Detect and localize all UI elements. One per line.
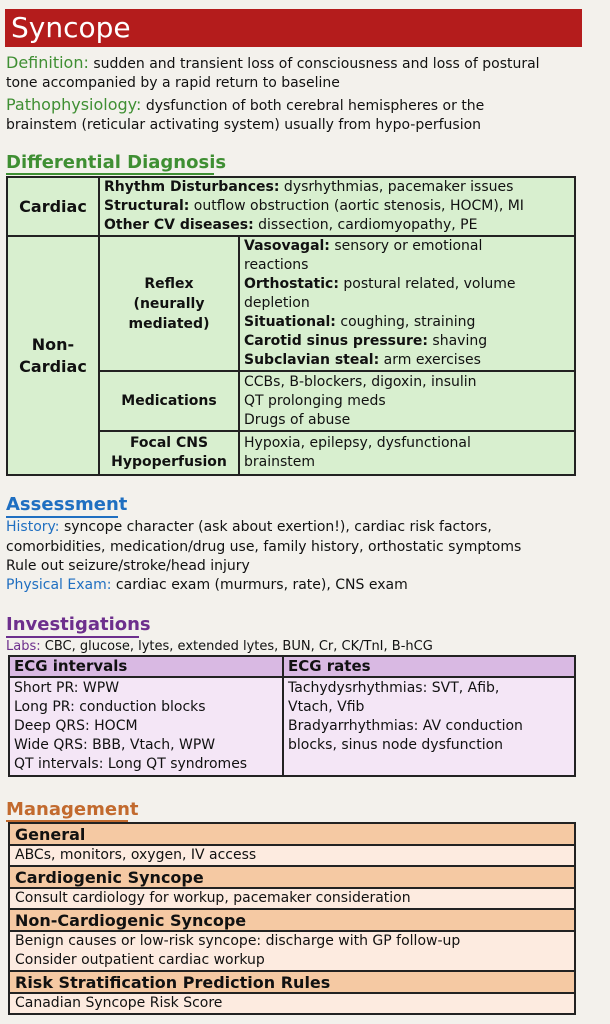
pathophysiology-line-1 [6, 95, 484, 116]
investigations-heading: Investigations [6, 614, 151, 635]
ecg-rates-list [283, 677, 575, 776]
title-banner [5, 9, 582, 47]
ecg-rates-header: ECG rates [283, 656, 575, 677]
management-section-body: Consult cardiology for workup, pacemaker consideration [9, 888, 575, 909]
pathophysiology-label: Pathophysiology: [6, 95, 142, 114]
medications-item: CCBs, B-blockers, digoxin, insulin [244, 373, 477, 390]
ecg-interval-item: Short PR: WPW [14, 680, 120, 696]
ecg-interval-item: Wide QRS: BBB, Vtach, WPW [14, 737, 216, 753]
ecg-interval-item: Long PR: conduction blocks [14, 699, 206, 715]
history-line-3: Rule out seizure/stroke/head injury [6, 558, 250, 574]
cardiac-row [7, 177, 575, 236]
noncardiac-label: Non- Cardiac [7, 236, 99, 475]
ecg-rate-item: Bradyarrhythmias: AV conduction [288, 718, 523, 734]
management-section-body: ABCs, monitors, oxygen, IV access [9, 845, 575, 866]
differential-underline [6, 173, 214, 175]
focal-item: brainstem [244, 454, 316, 470]
definition-line-1 [6, 53, 540, 74]
definition-text: sudden and transient loss of consciousness and loss of postural [93, 56, 540, 72]
definition-line-2: tone accompanied by a rapid return to baseline [6, 75, 340, 91]
ecg-rate-item: blocks, sinus node dysfunction [288, 737, 504, 753]
reflex-label: Reflex (neurally mediated) [99, 236, 239, 371]
reflex-list [239, 236, 575, 371]
management-section-body: Canadian Syncope Risk Score [9, 993, 575, 1014]
management-section-title: Risk Stratification Prediction Rules [9, 971, 575, 993]
exam-label: Physical Exam: [6, 577, 112, 593]
medications-item: QT prolonging meds [244, 392, 386, 409]
history-label: History: [6, 519, 60, 535]
medications-item: Drugs of abuse [244, 411, 351, 428]
cardiac-list [99, 177, 575, 236]
labs-label: Labs: [6, 639, 41, 654]
reflex-row [7, 236, 575, 371]
management-section-title: Non-Cardiogenic Syncope [9, 909, 575, 931]
cardiac-item: Structural: outflow obstruction (aortic stenosis, HOCM), MI [104, 198, 524, 214]
exam-line: Physical Exam: cardiac exam (murmurs, rate), CNS exam [6, 577, 408, 593]
differential-heading: Differential Diagnosis [6, 152, 227, 173]
pathophysiology-text: dysfunction of both cerebral hemispheres or the [145, 98, 485, 114]
focal-label: Focal CNS Hypoperfusion [99, 431, 239, 475]
ecg-interval-item: Deep QRS: HOCM [14, 718, 138, 734]
medications-label: Medications [99, 371, 239, 431]
management-section-body: Benign causes or low-risk syncope: discharge with GP follow-up Consider outpatient cardiac workup [9, 931, 575, 971]
reflex-item-cont: reactions [244, 257, 309, 273]
focal-list [239, 431, 575, 475]
history-line-2: comorbidities, medication/drug use, family history, orthostatic symptoms [6, 539, 522, 555]
management-section-title: General [9, 823, 575, 845]
definition-label: Definition: [6, 53, 89, 72]
pathophysiology-line-2: brainstem (reticular activating system) usually from hypo-perfusion [6, 117, 482, 133]
management-heading: Management [6, 799, 139, 820]
ecg-intervals-list [9, 677, 283, 776]
ecg-intervals-header: ECG intervals [9, 656, 283, 677]
reflex-item: Subclavian steal: arm exercises [244, 352, 481, 368]
history-line-1: History: syncope character (ask about exertion!), cardiac risk factors, [6, 519, 492, 535]
cardiac-label: Cardiac [7, 177, 99, 236]
cardiac-item: Other CV diseases: dissection, cardiomyopathy, PE [104, 217, 478, 233]
cardiac-item: Rhythm Disturbances: dysrhythmias, pacemaker issues [104, 179, 514, 195]
page-title: Syncope [11, 11, 131, 44]
reflex-item-cont: depletion [244, 295, 310, 311]
reflex-item: Carotid sinus pressure: shaving [244, 333, 488, 349]
management-table [8, 822, 576, 1015]
reflex-item: Orthostatic: postural related, volume [244, 276, 516, 292]
ecg-rate-item: Tachydysrhythmias: SVT, Afib, [288, 680, 500, 696]
focal-item: Hypoxia, epilepsy, dysfunctional [244, 435, 471, 451]
ecg-table [8, 655, 576, 777]
medications-list [239, 371, 575, 431]
management-section-title: Cardiogenic Syncope [9, 866, 575, 888]
assessment-heading: Assessment [6, 494, 128, 515]
reflex-item: Vasovagal: sensory or emotional [244, 238, 483, 254]
labs-line: Labs: CBC, glucose, lytes, extended lytes, BUN, Cr, CK/TnI, B-hCG [6, 639, 433, 654]
ecg-interval-item: QT intervals: Long QT syndromes [14, 756, 248, 772]
differential-table [6, 176, 576, 476]
ecg-rate-item: Vtach, Vfib [288, 699, 365, 715]
reflex-item: Situational: coughing, straining [244, 314, 476, 330]
